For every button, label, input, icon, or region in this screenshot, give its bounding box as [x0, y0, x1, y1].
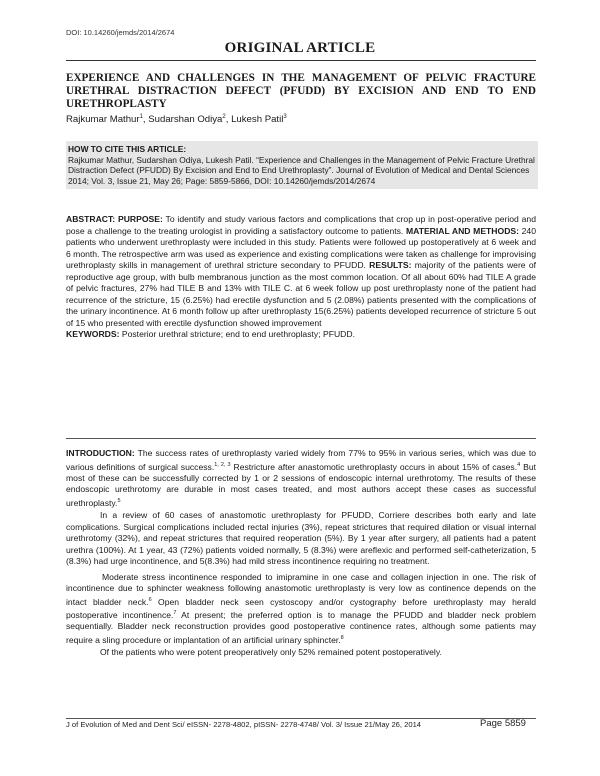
para3-text-1: Moderate stress incontinence responded to imipramine in one case and collagen injection in one. The risk of incontinence due to sphincter weakness following anastomotic urethroplasty is very low as continence depends on the intact bladder neck.	[66, 571, 536, 607]
header-doi: DOI: 10.14260/jemds/2014/2674	[66, 28, 175, 37]
citation-ref: 6	[148, 596, 152, 603]
article-type-heading: ORIGINAL ARTICLE	[224, 40, 376, 56]
citation-ref: 4	[517, 461, 521, 468]
author-name: Rajkumar Mathur	[66, 114, 140, 126]
citation-ref: 7	[173, 610, 177, 617]
citation-text: Rajkumar Mathur, Sudarshan Odiya, Lukesh Patil. “Experience and Challenges in the Management of Pelvic Fracture Urethral Distraction Defect (PFUDD) By Excision and End to End Urethroplasty”. Journal of Evolution of Medical and Dental Sciences 2014; Vol. 3, Issue 21, May 26; Page: 5859-5866, DOI: 10.14260/jemds/2014/2674	[68, 154, 535, 186]
keywords: Posterior urethral stricture; end to end urethroplasty; PFUDD.	[119, 329, 355, 339]
review-paragraph: In a review of 60 cases of anastomotic urethroplasty for PFUDD, Corriere describes both early and late complications. Surgical complications included rectal injuries (3%), repeat strictures that required dilation or visual internal urethrotomy (32%), and repeat strictures that required reoperation (5%). By 1 year after surgery, all patients had a patent urethra (100%). At 1 year, 43 (72%) patients voided normally, 5 (8.3%) were areflexic and performed self-catheterization, 5 (8.3%) had urge incontinence, and 5(8.3%) had mild stress incontinence requiring no treatment.	[66, 510, 536, 567]
intro-text-1: The success rates of urethroplasty varied widely from 77% to 95% in various series, which was due to various definitions of surgical success.	[66, 448, 536, 472]
citation-box	[66, 141, 538, 189]
abstract-purpose-label: ABSTRACT: PURPOSE:	[66, 214, 163, 224]
incontinence-paragraph	[66, 572, 536, 647]
author-affiliation-mark: 1	[139, 114, 143, 120]
header-divider	[66, 60, 536, 61]
abstract-results-label: RESULTS:	[369, 260, 412, 270]
abstract-purpose: To identify and study various factors and complications that crop up in post-operative period and pose a challenge to the treating urologist in providing a satisfactory outcome to patients.	[66, 214, 536, 236]
introduction-paragraph	[66, 448, 536, 509]
author-name: Lukesh Patil	[231, 114, 284, 126]
article-title: EXPERIENCE AND CHALLENGES IN THE MANAGEMENT OF PELVIC FRACTURE URETHRAL DISTRACTION DEFECT (PFUDD) BY EXCISION AND END TO END URETHROPLASTY	[66, 72, 536, 110]
citation-ref: 1, 2, 3	[214, 461, 231, 468]
author-affiliation-mark: 2	[222, 114, 226, 120]
intro-text-2: Restricture after anastomotic urethroplasty occurs in about 15% of cases.	[230, 461, 518, 472]
citation-heading: HOW TO CITE THIS ARTICLE:	[68, 144, 187, 154]
citation-ref: 8	[340, 634, 344, 641]
body-text	[66, 448, 536, 660]
abstract	[66, 214, 536, 341]
keywords-label: KEYWORDS:	[66, 329, 120, 339]
section-divider	[66, 438, 536, 439]
para3-text-3: At present; the preferred option is to manage the PFUDD and bladder neck problem sequentially. Bladder neck reconstruction provides good postoperative continence rates, although some patients may require a sling procedure or implantation of an artificial urinary sphincter.	[66, 609, 536, 645]
citation-ref: 5	[117, 497, 121, 504]
page-number: Page 5859	[480, 718, 526, 729]
author-affiliation-mark: 3	[283, 114, 287, 120]
para3-text-2: Open bladder neck seen cystoscopy and/or cystography before urethroplasty may herald postoperative incontinence.	[66, 596, 536, 620]
author-name: Sudarshan Odiya	[148, 114, 223, 126]
author-list: Rajkumar Mathur$^1$, Sudarshan Odiya$^2$, Lukesh Patil$^3$	[66, 114, 287, 126]
potency-paragraph: Of the patients who were potent preoperatively only 52% remained potent postoperatively.	[100, 647, 442, 658]
abstract-results: majority of the patients were of reproductive age group, with bulb membranous junction as the most common location. Of all about 60% had TILE A grade of pelvic fractures, 27% had TILE B and 13% with TILE C. at 6 week follow up post urethroplasty none of the patient had recurrence of the stricture, 15 (6.25%) had erectile dysfunction and 5 (2.08%) patients presented with the complications of the urinary incontinence. At 6 month follow up after urethroplasty 15(6.25%) patients developed recurrence of stricture 5 out of 15 who presented with erectile dysfunction showed improvement	[66, 260, 536, 328]
abstract-methods-label: MATERIAL AND METHODS:	[405, 225, 519, 236]
footer-journal-line: J of Evolution of Med and Dent Sci/ eISSN- 2278-4802, pISSN- 2278-4748/ Vol. 3/ Issue 21/May 26, 2014	[66, 720, 422, 729]
intro-text-3: But most of these can be successfully corrected by 1 or 2 sessions of endoscopic internal urethrotomy. The results of these endoscopic urethrotomy are durable in most cases treated, and most authors accept these cases as successful urethroplasty.	[66, 461, 536, 508]
footer-divider	[66, 718, 536, 719]
introduction-label: INTRODUCTION:	[66, 448, 135, 458]
abstract-methods: 240 patients who underwent urethroplasty were included in this study. Patients were followed up postoperatively at 6 week and 6 month. The retrospective arm was used as experience and existing complications were taken as challenge for improvising urethroplasty skills in management of urethral stricture secondary to PFUDD.	[66, 225, 536, 270]
